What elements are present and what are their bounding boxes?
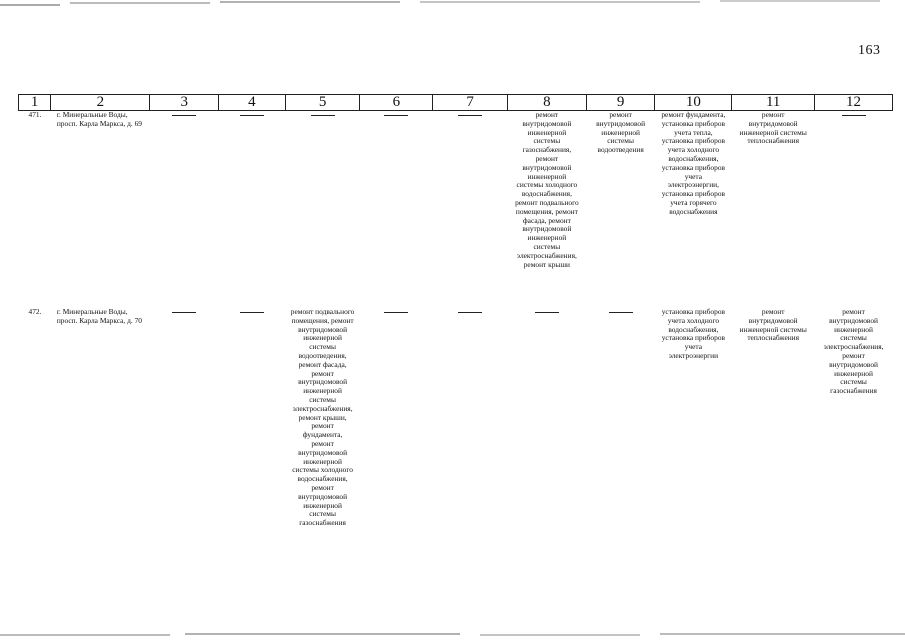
empty-cell <box>507 298 586 549</box>
work-text: ремонт внутридомовой инженерной системы электроснабжения, ремонт внутридомовой инженерной системы газоснабжения <box>823 307 884 396</box>
dash-mark <box>384 312 408 313</box>
column-header: 7 <box>433 95 508 111</box>
column-header: 8 <box>507 95 586 111</box>
work-text: ремонт внутридомовой инженерной системы теплоснабжения <box>739 307 807 343</box>
empty-cell <box>150 111 219 299</box>
empty-cell <box>586 298 655 549</box>
address-cell: г. Минеральные Воды, просп. Карла Маркса, д. 69 <box>56 110 142 128</box>
work-cell <box>815 298 893 549</box>
column-header: 11 <box>732 95 815 111</box>
empty-cell <box>360 298 433 549</box>
work-text: ремонт внутридомовой инженерной системы теплоснабжения <box>739 110 807 146</box>
column-header: 12 <box>815 95 893 111</box>
dash-mark <box>311 115 335 116</box>
dash-mark <box>240 115 264 116</box>
empty-cell <box>219 111 286 299</box>
column-header: 6 <box>360 95 433 111</box>
table-row <box>19 298 893 549</box>
empty-cell <box>433 298 508 549</box>
work-cell <box>507 111 586 299</box>
empty-cell <box>285 111 360 299</box>
table-row <box>19 111 893 299</box>
row-number: 471. <box>28 110 42 119</box>
work-cell <box>732 111 815 299</box>
dash-mark <box>384 115 408 116</box>
empty-cell <box>360 111 433 299</box>
work-cell <box>586 111 655 299</box>
work-text: ремонт внутридомовой инженерной системы газоснабжения, ремонт внутридомовой инженерной системы холодного водоснабжения, ремонт подвального помещения, ремонт фасада, ремонт внутридомовой инженерной системы электроснабжения, ремонт крыши <box>515 110 579 269</box>
dash-mark <box>458 312 482 313</box>
column-header: 5 <box>285 95 360 111</box>
dash-mark <box>535 312 559 313</box>
dash-mark <box>842 115 866 116</box>
work-cell <box>655 298 732 549</box>
empty-cell <box>433 111 508 299</box>
work-text: ремонт фундамента, установка приборов учета тепла, установка приборов учета холодного водоснабжения, установка приборов учета электроэнергии, установка приборов учета горячего водоснабжения <box>661 110 726 216</box>
dash-mark <box>240 312 264 313</box>
empty-cell <box>815 111 893 299</box>
empty-cell <box>150 298 219 549</box>
dash-mark <box>609 312 633 313</box>
scan-edge-top <box>0 0 905 10</box>
scan-edge-bottom <box>0 628 905 640</box>
work-text: установка приборов учета холодного водоснабжения, установка приборов учета электроэнергии <box>661 307 725 360</box>
column-header: 3 <box>150 95 219 111</box>
column-header: 2 <box>51 95 150 111</box>
column-header: 4 <box>219 95 286 111</box>
page-number: 163 <box>858 43 881 58</box>
work-cell <box>655 111 732 299</box>
empty-cell <box>219 298 286 549</box>
address-cell: г. Минеральные Воды, просп. Карла Маркса, д. 70 <box>56 307 142 325</box>
column-header: 10 <box>655 95 732 111</box>
row-number: 472. <box>28 307 42 316</box>
dash-mark <box>172 312 196 313</box>
register-table <box>18 94 893 549</box>
column-header: 1 <box>19 95 51 111</box>
work-cell <box>285 298 360 549</box>
header-row <box>19 95 893 111</box>
work-cell <box>732 298 815 549</box>
column-header: 9 <box>586 95 655 111</box>
work-text: ремонт внутридомовой инженерной системы водоотведения <box>596 110 646 155</box>
dash-mark <box>458 115 482 116</box>
dash-mark <box>172 115 196 116</box>
work-text: ремонт подвального помещения, ремонт внутридомовой инженерной системы водоотведения, ремонт фасада, ремонт внутридомовой инженерной системы электроснабжения, ремонт крыши, ремонт фундамента, ремонт внутридомовой инженерной системы холодного водоснабжения, ремонт внутридомовой инженерной системы газоснабжения <box>290 307 355 528</box>
